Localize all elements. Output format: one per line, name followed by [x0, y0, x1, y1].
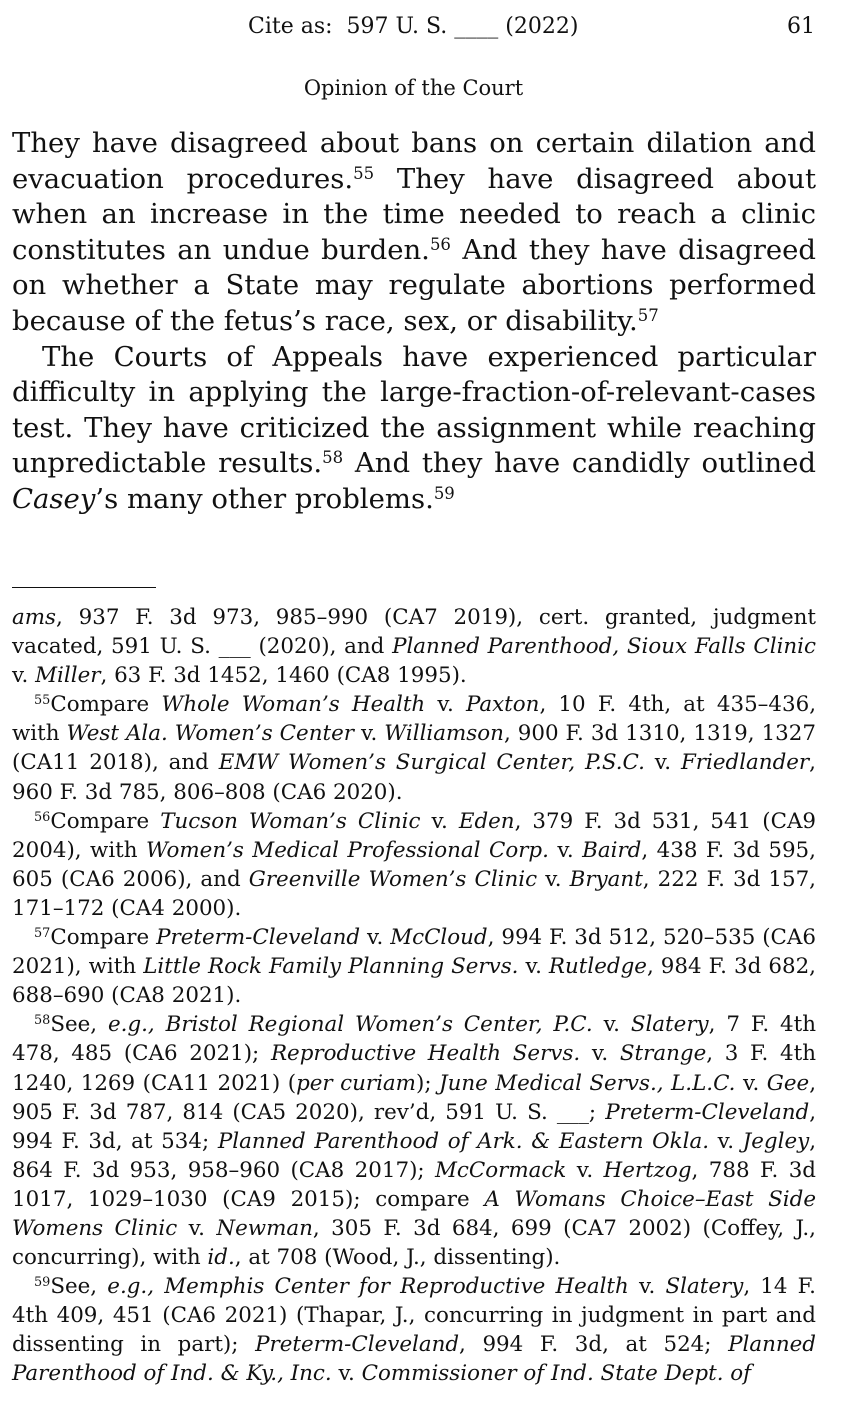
footnote-text: , 63 F. 3d 1452, 1460 (CA8 1995). — [100, 663, 467, 689]
footnote-ref-57: 57 — [637, 305, 659, 325]
case-name: June Medical Servs., L.L.C. — [439, 1070, 736, 1096]
footnote-text: , 984 F. 3d 682, 688–690 (CA8 2021). — [12, 954, 816, 1009]
opinion-label: Opinion of the Court — [303, 76, 524, 100]
footnote-text: , 305 F. 3d 684, 699 (CA7 2002) (Coffey, J., concurring), with — [12, 1215, 816, 1271]
footnote-text: , 3 F. 4th 1240, 1269 (CA11 2021) ( — [12, 1041, 816, 1096]
footnote-text: , at 708 (Wood, J., dissenting). — [234, 1245, 561, 1271]
case-name: Whole Woman’s Health — [161, 692, 426, 718]
case-name: Greenville Women’s Clinic — [248, 866, 538, 892]
footnote-number: 58 — [34, 1013, 51, 1029]
case-name: Reproductive Health Servs. — [270, 1041, 581, 1067]
footnote-text: Compare — [50, 692, 162, 718]
footnote-text: , 994 F. 3d, at 534; — [12, 1099, 816, 1154]
case-name: McCormack — [435, 1157, 567, 1183]
footnote-text: v. — [735, 1070, 767, 1096]
case-name: EMW Women’s Surgical Center, P.S.C. — [218, 750, 645, 776]
footnote-ref-56: 56 — [429, 234, 451, 254]
case-name: ams — [12, 605, 57, 630]
footnote-number: 55 — [34, 693, 51, 709]
footnote-text: v. — [537, 866, 570, 892]
body-text-span: ’s many other problems. — [95, 482, 434, 515]
case-name: McCloud — [390, 925, 488, 951]
case-name: Hertzog — [603, 1157, 692, 1183]
body-text-span: The Courts of Appeals have experienced particular difficulty in applying the large-fraction-of-relevant-cases test. They have criticized the assignment while reaching unpredictable results. — [12, 340, 816, 480]
case-name: Newman — [216, 1215, 313, 1241]
case-name: West Ala. Women’s Center — [66, 721, 354, 747]
footnote-text: v. — [331, 1361, 362, 1387]
footnote-text: , 222 F. 3d 157, 171–172 (CA4 2000). — [12, 866, 816, 921]
running-header — [0, 0, 867, 100]
footnote-text: , 960 F. 3d 785, 806–808 (CA6 2020). — [12, 750, 816, 805]
footnote-text: , 379 F. 3d 531, 541 (CA9 2004), with — [12, 808, 816, 863]
citation-line: Cite as: 597 U. S. ____ (2022) — [248, 14, 579, 39]
opinion-body — [12, 126, 816, 518]
footnote-text: , 994 F. 3d, at 524; — [459, 1332, 729, 1358]
case-name: Little Rock Family Planning Servs. — [143, 954, 519, 980]
case-name: A Womans Choice–East Side Womens Clinic — [12, 1186, 816, 1241]
case-name: Williamson — [384, 721, 504, 747]
footnote-55 — [12, 690, 816, 806]
footnote-ref-58: 58 — [322, 448, 344, 468]
case-name: Eden — [458, 808, 515, 834]
footnote-text: v. — [592, 1012, 631, 1038]
footnote-text: v. — [580, 1041, 620, 1067]
footnote-text: , 900 F. 3d 1310, 1319, 1327 (CA11 2018), and — [12, 721, 817, 776]
footnote-ref-59: 59 — [433, 483, 455, 503]
footnote-text: , 937 F. 3d 973, 985–990 (CA7 2019), cert. granted, judgment vacated, 591 U. S. ___ (2020), and — [12, 605, 816, 660]
case-name: Bryant — [569, 866, 643, 892]
case-name: Gee — [766, 1070, 810, 1096]
body-paragraph-2 — [12, 340, 816, 518]
case-name: id. — [207, 1245, 235, 1271]
footnote-text: See, — [50, 1012, 108, 1038]
case-name: Paxton — [465, 692, 540, 718]
page-number: 61 — [787, 14, 815, 39]
footnote-text: v. — [425, 692, 466, 718]
footnote-text: , 788 F. 3d 1017, 1029–1030 (CA9 2015); compare — [12, 1157, 816, 1212]
footnote-text: v. — [360, 925, 391, 951]
body-text-span: And they have disagreed on whether a State may regulate abortions performed because of the fetus’s race, sex, or disability. — [12, 233, 816, 337]
case-name: e.g., Bristol Regional Women’s Center, P.C. — [107, 1012, 593, 1038]
case-name: Jegley — [742, 1128, 810, 1154]
case-name: Preterm-Cleveland — [255, 1332, 460, 1358]
footnote-57 — [12, 923, 816, 1010]
case-name: Preterm-Cleveland — [605, 1099, 810, 1125]
case-name: Women’s Medical Professional Corp. — [145, 837, 549, 863]
footnote-text: v. — [420, 808, 459, 834]
footnote-text: v. — [518, 954, 549, 980]
footnote-text: v. — [353, 721, 385, 747]
footnote-text: , 14 F. 4th 409, 451 (CA6 2021) (Thapar, J., concurring in judgment in part and dissenting in part); — [12, 1274, 816, 1358]
case-name: Slatery — [665, 1274, 744, 1300]
case-name: Tucson Woman’s Clinic — [160, 808, 421, 834]
footnote-text: v. — [644, 750, 681, 776]
footnote-text: , 438 F. 3d 595, 605 (CA6 2006), and — [12, 837, 816, 892]
body-text-span: They have disagreed about when an increase in the time needed to reach a clinic constitutes an undue burden. — [12, 162, 817, 266]
case-name: per curiam — [296, 1070, 416, 1096]
case-name: Preterm-Cleveland — [156, 925, 361, 951]
footnote-number: 57 — [34, 925, 51, 941]
footnote-text: , 7 F. 4th 478, 485 (CA6 2021); — [12, 1012, 816, 1067]
footnote-text: v. — [566, 1157, 604, 1183]
body-text-span: They have disagreed about bans on certain dilation and evacuation procedures. — [12, 127, 816, 195]
footnote-text: v. — [709, 1128, 743, 1154]
footnote-text: , 864 F. 3d 953, 958–960 (CA8 2017); — [12, 1128, 816, 1183]
case-name: e.g., Memphis Center for Reproductive Health — [107, 1274, 629, 1300]
footnote-text: v. — [628, 1274, 666, 1300]
footnote-ref-55: 55 — [353, 163, 375, 183]
footnote-text: , 10 F. 4th, at 435–436, with — [12, 692, 816, 747]
case-name: Casey — [12, 482, 96, 515]
case-name: Baird — [582, 837, 642, 863]
body-text-span: And they have candidly outlined — [343, 447, 816, 480]
footnote-continuation — [12, 603, 816, 690]
footnote-text: , 905 F. 3d 787, 814 (CA5 2020), rev’d, 591 U. S. ___; — [12, 1070, 816, 1125]
case-name: Strange — [619, 1041, 707, 1067]
footnote-text: v. — [12, 663, 36, 689]
footnote-text: ); — [415, 1070, 439, 1096]
footnote-number: 56 — [34, 809, 51, 825]
body-paragraph-1 — [12, 126, 816, 340]
footnote-text: v. — [548, 837, 583, 863]
case-name: Commissioner of Ind. State Dept. of — [361, 1361, 752, 1387]
footnote-58 — [12, 1010, 816, 1272]
footnote-number: 59 — [34, 1275, 51, 1291]
footnote-text: See, — [50, 1274, 108, 1300]
case-name: Slatery — [630, 1012, 709, 1038]
footnote-divider — [12, 587, 156, 588]
case-name: Rutledge — [548, 954, 647, 980]
footnote-56 — [12, 807, 816, 923]
footnote-text: v. — [177, 1215, 217, 1241]
case-name: Planned Parenthood, Sioux Falls Clinic — [392, 634, 817, 660]
footnotes — [12, 603, 816, 1389]
footnote-text: Compare — [50, 808, 161, 834]
footnote-text: , 994 F. 3d 512, 520–535 (CA6 2021), with — [12, 925, 816, 980]
case-name: Planned Parenthood of Ind. & Ky., Inc. — [12, 1332, 817, 1387]
case-name: Miller — [35, 663, 101, 689]
case-name: Planned Parenthood of Ark. & Eastern Okla. — [217, 1128, 710, 1154]
footnote-59 — [12, 1272, 816, 1388]
footnote-text: Compare — [50, 925, 157, 951]
case-name: Friedlander — [680, 750, 810, 776]
